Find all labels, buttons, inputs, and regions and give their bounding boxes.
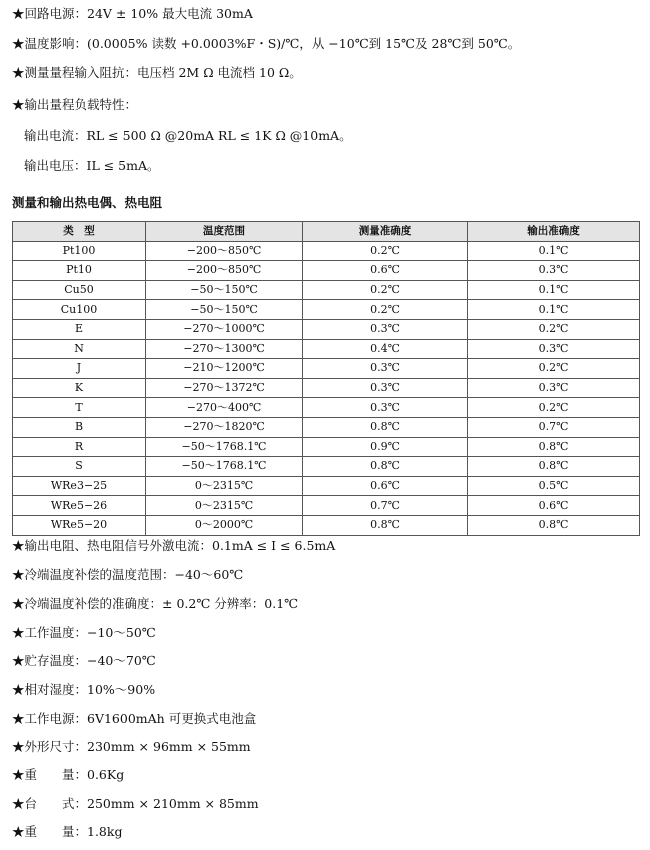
temperature-effect-line: ★温度影响：(0.0005% 读数 +0.0003%F・S)/℃，从 −10℃到 15℃及 28℃到 50℃。 (12, 36, 521, 51)
dimensions-line: ★外形尺寸：230mm × 96mm × 55mm (12, 739, 251, 754)
cell-range: −270～1820℃ (146, 417, 303, 437)
cell-output: 0.3℃ (468, 339, 640, 359)
table-row (13, 417, 640, 437)
cell-type: K (13, 378, 146, 398)
cell-output: 0.5℃ (468, 476, 640, 496)
cell-measure: 0.9℃ (303, 437, 468, 457)
section-title: 测量和输出热电偶、热电阻 (12, 195, 163, 210)
weight-line: ★重 量：0.6Kg (12, 767, 125, 782)
cell-type: Cu50 (13, 280, 146, 300)
sensor-accuracy-table (12, 221, 640, 536)
cell-range: 0～2000℃ (146, 515, 303, 535)
table-row (13, 378, 640, 398)
cell-measure: 0.2℃ (303, 241, 468, 261)
cell-output: 0.3℃ (468, 261, 640, 281)
excitation-current-line: ★输出电阻、热电阻信号外激电流：0.1mA ≤ I ≤ 6.5mA (12, 538, 336, 553)
bench-weight-line: ★重 量：1.8kg (12, 824, 123, 839)
cell-type: E (13, 319, 146, 339)
table-row (13, 280, 640, 300)
table-row (13, 241, 640, 261)
cell-range: −270～1000℃ (146, 319, 303, 339)
cell-measure: 0.2℃ (303, 280, 468, 300)
header-output-accuracy: 输出准确度 (468, 222, 640, 242)
cell-measure: 0.3℃ (303, 319, 468, 339)
power-supply-line: ★工作电源：6V1600mAh 可更换式电池盒 (12, 711, 257, 726)
output-current-line: 输出电流：RL ≤ 500 Ω @20mA RL ≤ 1K Ω @10mA。 (24, 128, 352, 143)
table-header-row (13, 222, 640, 242)
cell-measure: 0.8℃ (303, 417, 468, 437)
cell-measure: 0.2℃ (303, 300, 468, 320)
cell-type: WRe5−20 (13, 515, 146, 535)
storage-temperature-line: ★贮存温度：−40～70℃ (12, 653, 156, 668)
cell-measure: 0.3℃ (303, 398, 468, 418)
cell-measure: 0.8℃ (303, 457, 468, 477)
cell-type: N (13, 339, 146, 359)
cell-measure: 0.6℃ (303, 261, 468, 281)
bench-dimensions-line: ★台 式：250mm × 210mm × 85mm (12, 796, 259, 811)
cell-measure: 0.4℃ (303, 339, 468, 359)
supply-voltage-line: ★回路电源：24V ± 10% 最大电流 30mA (12, 6, 253, 21)
cell-type: Pt10 (13, 261, 146, 281)
cell-output: 0.3℃ (468, 378, 640, 398)
cell-type: Pt100 (13, 241, 146, 261)
cell-output: 0.1℃ (468, 300, 640, 320)
cell-measure: 0.6℃ (303, 476, 468, 496)
table-row (13, 261, 640, 281)
cell-type: Cu100 (13, 300, 146, 320)
header-measure-accuracy: 测量准确度 (303, 222, 468, 242)
cold-junction-accuracy-line: ★冷端温度补偿的准确度：± 0.2℃ 分辨率：0.1℃ (12, 596, 299, 611)
cell-range: 0～2315℃ (146, 496, 303, 516)
table-row (13, 496, 640, 516)
cell-type: S (13, 457, 146, 477)
cell-range: −50～150℃ (146, 300, 303, 320)
cell-type: T (13, 398, 146, 418)
table-row (13, 515, 640, 535)
cell-range: −270～1372℃ (146, 378, 303, 398)
cell-output: 0.8℃ (468, 437, 640, 457)
cell-measure: 0.3℃ (303, 359, 468, 379)
cell-output: 0.1℃ (468, 241, 640, 261)
cell-output: 0.1℃ (468, 280, 640, 300)
cell-range: −270～1300℃ (146, 339, 303, 359)
cell-range: −200～850℃ (146, 241, 303, 261)
cell-range: −50～1768.1℃ (146, 457, 303, 477)
cell-type: J (13, 359, 146, 379)
operating-temperature-line: ★工作温度：−10～50℃ (12, 625, 156, 640)
cell-measure: 0.3℃ (303, 378, 468, 398)
cell-output: 0.8℃ (468, 515, 640, 535)
table-row (13, 300, 640, 320)
relative-humidity-line: ★相对湿度：10%～90% (12, 682, 156, 697)
cell-output: 0.8℃ (468, 457, 640, 477)
cell-range: −50～150℃ (146, 280, 303, 300)
cell-measure: 0.7℃ (303, 496, 468, 516)
table-row (13, 437, 640, 457)
cell-output: 0.2℃ (468, 359, 640, 379)
cell-type: WRe5−26 (13, 496, 146, 516)
output-voltage-line: 输出电压：IL ≤ 5mA。 (24, 158, 160, 173)
cell-range: −200～850℃ (146, 261, 303, 281)
cell-output: 0.2℃ (468, 398, 640, 418)
cell-range: 0～2315℃ (146, 476, 303, 496)
cell-range: −50～1768.1℃ (146, 437, 303, 457)
header-type: 类 型 (13, 222, 146, 242)
header-range: 温度范围 (146, 222, 303, 242)
table-row (13, 339, 640, 359)
table-row (13, 359, 640, 379)
input-impedance-line: ★测量量程输入阻抗：电压档 2M Ω 电流档 10 Ω。 (12, 65, 302, 80)
cold-junction-range-line: ★冷端温度补偿的温度范围：−40～60℃ (12, 567, 244, 582)
cell-measure: 0.8℃ (303, 515, 468, 535)
cell-type: WRe3−25 (13, 476, 146, 496)
cell-output: 0.6℃ (468, 496, 640, 516)
cell-range: −210～1200℃ (146, 359, 303, 379)
cell-range: −270～400℃ (146, 398, 303, 418)
table-row (13, 457, 640, 477)
table-row (13, 476, 640, 496)
cell-output: 0.2℃ (468, 319, 640, 339)
load-characteristic-heading: ★输出量程负载特性： (12, 97, 138, 112)
cell-type: R (13, 437, 146, 457)
table-row (13, 398, 640, 418)
cell-type: B (13, 417, 146, 437)
cell-output: 0.7℃ (468, 417, 640, 437)
table-row (13, 319, 640, 339)
